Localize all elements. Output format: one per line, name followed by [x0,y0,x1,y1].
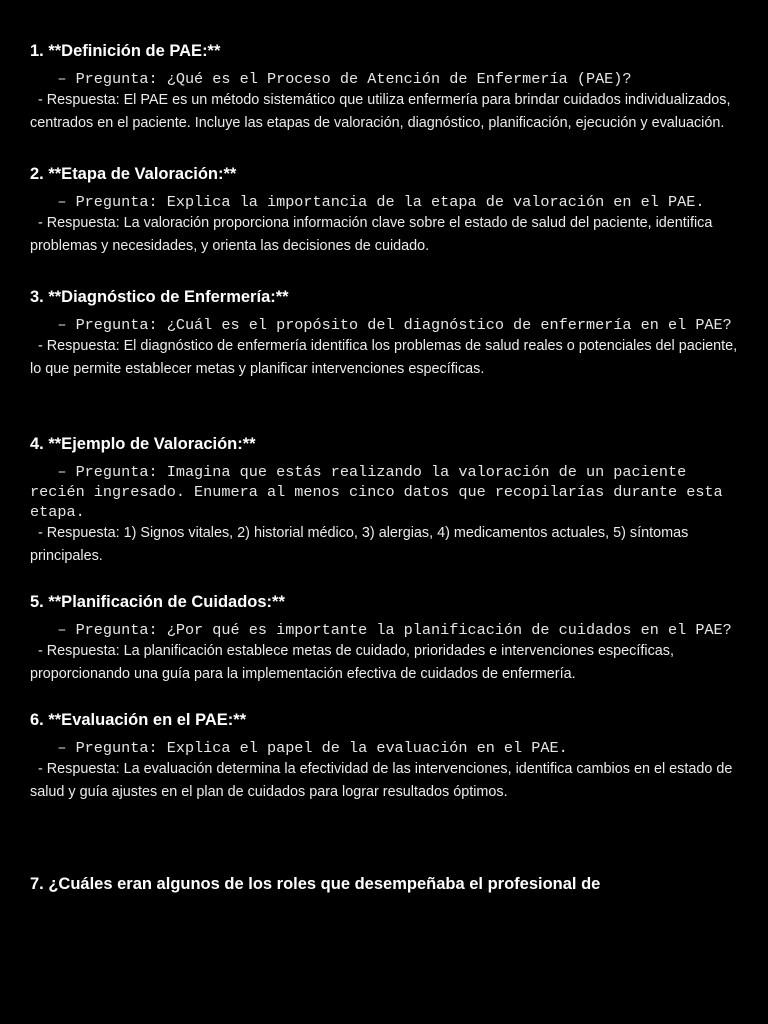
item-answer: - Respuesta: La planificación establece metas de cuidado, prioridades e intervenciones específicas, proporcionando una guía para la implementación efectiva de cuidados de enfermería. [30,643,678,682]
item-answer: - Respuesta: El PAE es un método sistemático que utiliza enfermería para brindar cuidados individualizados, centrados en el paciente. Incluye las etapas de valoración, diagnóstico, planificación, ejecución y evaluación. [30,92,735,131]
qa-item-6 [30,709,742,803]
qa-item-1 [30,40,742,134]
item-question: – Pregunta: Explica la importancia de la etapa de valoración en el PAE. [30,193,705,211]
item-question: – Pregunta: Imagina que estás realizando la valoración de un paciente recién ingresado. Enumera al menos cinco datos que recopilarías durante esta etapa. [30,463,732,521]
item-question: – Pregunta: ¿Qué es el Proceso de Atención de Enfermería (PAE)? [30,70,632,88]
item-answer: - Respuesta: La valoración proporciona información clave sobre el estado de salud del paciente, identifica problemas y necesidades, y orienta las decisiones de cuidado. [30,215,717,254]
qa-item-4 [30,433,742,567]
item-question: – Pregunta: ¿Por qué es importante la planificación de cuidados en el PAE? [30,621,732,639]
document-body [30,40,742,895]
trailing-question: 7. ¿Cuáles eran algunos de los roles que desempeñaba el profesional de [30,875,601,893]
item-heading: 1. **Definición de PAE:** [30,42,221,60]
qa-item-3 [30,286,742,380]
item-question: – Pregunta: Explica el papel de la evaluación en el PAE. [30,739,568,757]
item-answer: - Respuesta: La evaluación determina la efectividad de las intervenciones, identifica cambios en el estado de salud y guía ajustes en el plan de cuidados para lograr resultados óptimos. [30,761,737,800]
item-heading: 4. **Ejemplo de Valoración:** [30,435,256,453]
item-heading: 5. **Planificación de Cuidados:** [30,593,285,611]
item-question: – Pregunta: ¿Cuál es el propósito del diagnóstico de enfermería en el PAE? [30,316,732,334]
item-heading: 3. **Diagnóstico de Enfermería:** [30,288,289,306]
item-heading: 2. **Etapa de Valoración:** [30,165,237,183]
item-answer: - Respuesta: El diagnóstico de enfermería identifica los problemas de salud reales o potenciales del paciente, lo que permite establecer metas y planificar intervenciones específicas. [30,338,742,377]
item-answer: - Respuesta: 1) Signos vitales, 2) historial médico, 3) alergias, 4) medicamentos actuales, 5) síntomas principales. [30,525,693,564]
qa-item-5 [30,591,742,685]
qa-item-2 [30,163,742,257]
item-heading: 6. **Evaluación en el PAE:** [30,711,247,729]
